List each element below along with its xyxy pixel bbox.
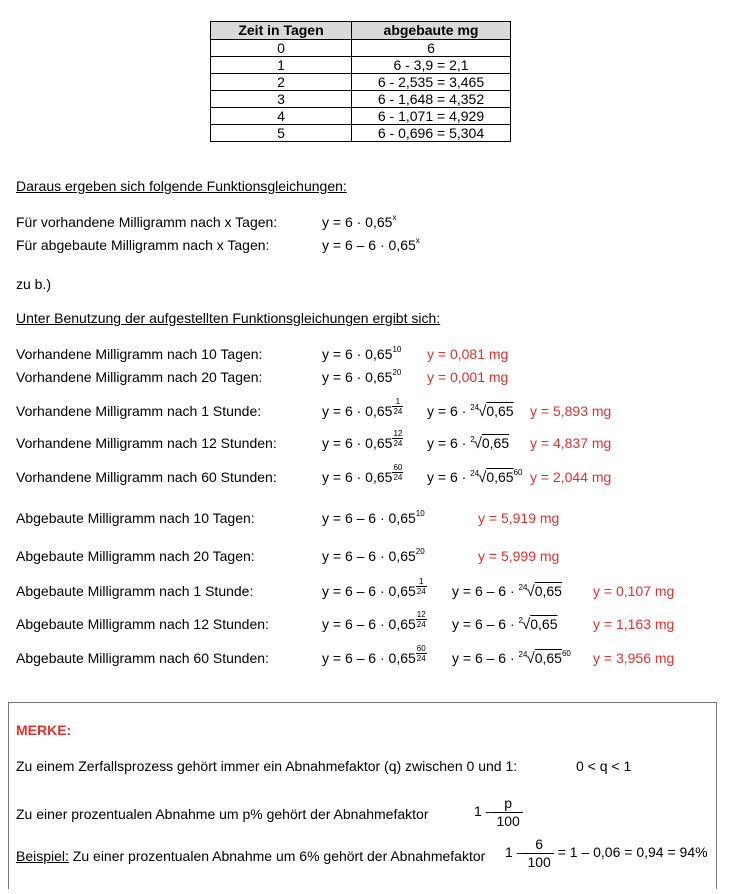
merke-example: Beispiel: Zu einer prozentualen Abnahme um 6% gehört der Abnahmefaktor (16, 848, 486, 864)
table-cell: 5 (211, 125, 352, 142)
result-label: Abgebaute Milligramm nach 20 Tagen: (16, 548, 255, 564)
root-formula: $y = 6 \cdot ^{24}√0,65^{60}$ (427, 468, 523, 486)
root-formula: y = 6 · $^2$√0,65 (427, 435, 510, 452)
result-label: Abgebaute Milligramm nach 10 Tagen: (16, 510, 255, 526)
table-cell: 1 (211, 57, 352, 74)
table-row (211, 91, 511, 108)
result-formula: $y = 6 \cdot 0,65^{20}$ (322, 368, 402, 385)
result-formula: y = 6 – 6 · 0,65 $\frac{1}{24}$ (322, 577, 426, 600)
merke-rule-1-formula: 0 < q < 1 (576, 758, 632, 774)
result-formula: $y = 6 \cdot 0,65^{10}$ (322, 345, 402, 362)
function-formula-decayed: $y = 6 - 6 \cdot 0,65^x$ (322, 236, 420, 253)
radical-sign: √ (526, 650, 535, 667)
result-value: y = 0,001 mg (427, 369, 509, 385)
result-value: y = 3,956 mg (593, 650, 675, 666)
result-value: y = 5,893 mg (530, 403, 612, 419)
table-header-row (211, 22, 511, 40)
function-label-remaining: Für vorhandene Milligramm nach x Tagen: (16, 214, 278, 230)
function-formula-remaining: $y = 6 \cdot 0,65^x$ (322, 213, 397, 230)
merke-rule-2: Zu einer prozentualen Abnahme um p% gehört der Abnahmefaktor (16, 806, 429, 822)
table-header-cell: abgebaute mg (352, 22, 511, 40)
result-label: Abgebaute Milligramm nach 60 Stunden: (16, 650, 269, 666)
table-header-cell: Zeit in Tagen (211, 22, 352, 40)
table-row (211, 125, 511, 142)
result-label: Abgebaute Milligramm nach 1 Stunde: (16, 583, 254, 599)
result-value: y = 1,163 mg (593, 616, 675, 632)
merke-title: MERKE: (16, 722, 72, 738)
table-row (211, 74, 511, 91)
table-cell: 4 (211, 108, 352, 125)
root-formula: $y = 6 - 6 \cdot ^{24}√0,65^{60}$ (452, 649, 571, 667)
part-b-label: zu b.) (16, 276, 52, 292)
table-row (211, 57, 511, 74)
radical-sign: √ (526, 583, 535, 600)
result-value: y = 5,999 mg (478, 548, 560, 564)
section-heading-functions: Daraus ergeben sich folgende Funktionsgleichungen: (16, 178, 347, 194)
table-row (211, 40, 511, 57)
merke-rule-1: Zu einem Zerfallsprozess gehört immer ein Abnahmefaktor (q) zwischen 0 und 1: (16, 758, 518, 774)
table-cell: 3 (211, 91, 352, 108)
result-label: Vorhandene Milligramm nach 60 Stunden: (16, 469, 277, 485)
result-formula: y = 6 · 0,65 $\frac{12}{24}$ (322, 429, 403, 452)
table-cell: 6 - 1,648 = 4,352 (352, 91, 511, 108)
decay-table (210, 21, 511, 142)
result-value: y = 4,837 mg (530, 435, 612, 451)
result-value: y = 5,919 mg (478, 510, 560, 526)
result-value: y = 0,081 mg (427, 346, 509, 362)
root-formula: y = 6 – 6 · $^{24}$√0,65 (452, 583, 562, 600)
radical-sign: √ (478, 469, 487, 486)
result-formula: $y = 6 - 6 \cdot 0,65^{20}$ (322, 547, 425, 564)
table-cell: 2 (211, 74, 352, 91)
result-formula: y = 6 – 6 · 0,65 $\frac{60}{24}$ (322, 644, 426, 667)
result-label: Vorhandene Milligramm nach 12 Stunden: (16, 435, 277, 451)
table-cell: 6 - 1,071 = 4,929 (352, 108, 511, 125)
table-cell: 0 (211, 40, 352, 57)
table-cell: 6 - 3,9 = 2,1 (352, 57, 511, 74)
radical-sign: √ (473, 435, 482, 452)
root-formula: y = 6 – 6 · $^2$√0,65 (452, 616, 558, 633)
radical-sign: √ (478, 403, 487, 420)
table-cell: 6 - 0,696 = 5,304 (352, 125, 511, 142)
result-label: Vorhandene Milligramm nach 1 Stunde: (16, 403, 262, 419)
result-label: Abgebaute Milligramm nach 12 Stunden: (16, 616, 269, 632)
result-label: Vorhandene Milligramm nach 20 Tagen: (16, 369, 263, 385)
merke-example-formula: 1 – $\frac{6}{100}$ = 1 – 0,06 = 0,94 = 94% (505, 836, 708, 870)
section-heading-results: Unter Benutzung der aufgestellten Funktionsgleichungen ergibt sich: (16, 310, 441, 326)
result-value: y = 0,107 mg (593, 583, 675, 599)
table-cell: 6 - 2,535 = 3,465 (352, 74, 511, 91)
table-cell: 6 (352, 40, 511, 57)
function-label-decayed: Für abgebaute Milligramm nach x Tagen: (16, 237, 270, 253)
result-label: Vorhandene Milligramm nach 10 Tagen: (16, 346, 263, 362)
result-value: y = 2,044 mg (530, 469, 612, 485)
result-formula: y = 6 · 0,65 $\frac{60}{24}$ (322, 463, 403, 486)
result-formula: y = 6 – 6 · 0,65 $\frac{12}{24}$ (322, 610, 426, 633)
radical-sign: √ (522, 616, 531, 633)
table-row (211, 108, 511, 125)
merke-rule-2-formula: 1 – $\frac{p}{100}$ (474, 795, 523, 830)
root-formula: y = 6 · $^{24}$√0,65 (427, 403, 514, 420)
result-formula: y = 6 · 0,65 $\frac{1}{24}$ (322, 397, 403, 420)
result-formula: $y = 6 - 6 \cdot 0,65^{10}$ (322, 509, 425, 526)
